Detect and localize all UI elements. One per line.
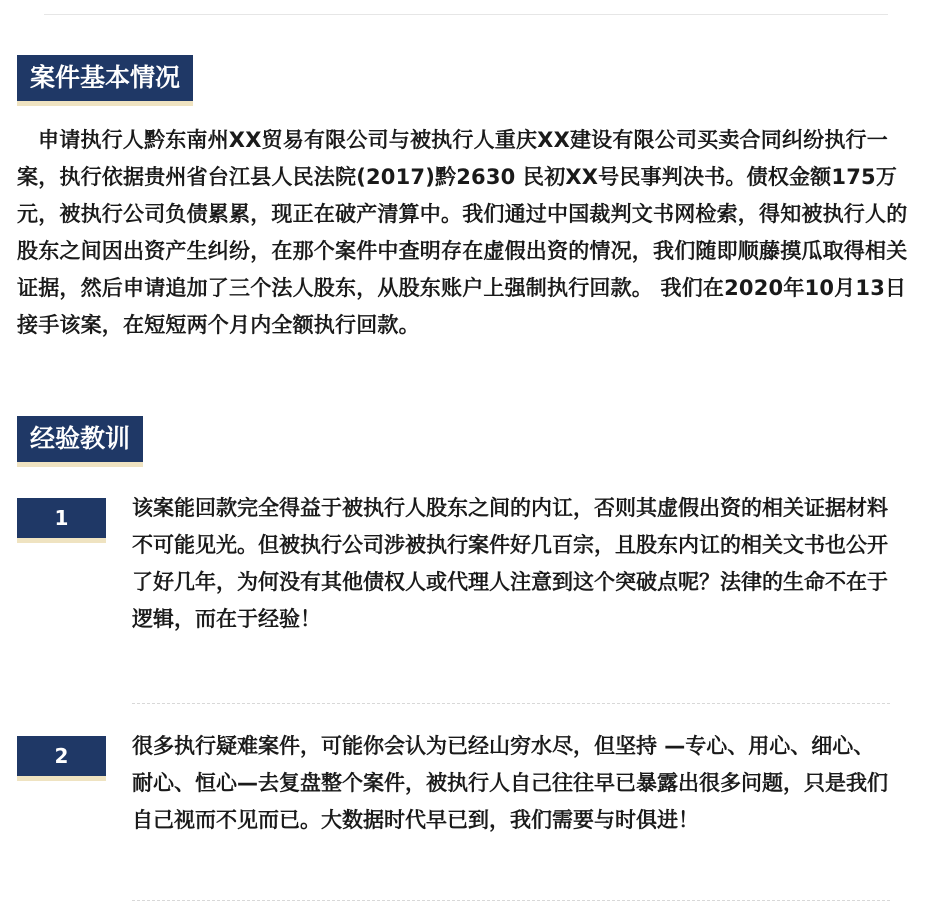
section-header-lessons: 经验教训 (17, 416, 143, 462)
lesson-divider (132, 703, 890, 704)
section-header-basic-info: 案件基本情况 (17, 55, 193, 101)
lesson-text: 很多执行疑难案件，可能你会认为已经山穷水尽，但坚持 —专心、用心、细心、耐心、恒心—去复盘整个案件，被执行人自己往往早已暴露出很多问题，只是我们自己视而不见而已。大数据时代早已到，我们需要与时俱进！ (132, 734, 888, 832)
lesson-text: 该案能回款完全得益于被执行人股东之间的内讧，否则其虚假出资的相关证据材料不可能见光。但被执行公司涉被执行案件好几百宗，且股东内讧的相关文书也公开了好几年，为何没有其他债权人或代理人注意到这个突破点呢？法律的生命不在于逻辑，而在于经验！ (132, 496, 888, 631)
lesson-number-badge: 1 (17, 498, 106, 538)
lesson-divider (132, 900, 890, 901)
top-divider (44, 14, 888, 15)
case-summary-paragraph: 申请执行人黔东南州XX贸易有限公司与被执行人重庆XX建设有限公司买卖合同纠纷执行一案，执行依据贵州省台江县人民法院(2017)黔2630 民初XX号民事判决书。债权金额175万元，被执行公司负债累累，现正在破产清算中。我们通过中国裁判文书网检索，得知被执行人的股东之间因出资产生纠纷，在那个案件中查明存在虚假出资的情况，我们随即顺藤摸瓜取得相关证据，然后申请追加了三个法人股东，从股东账户上强制执行回款。 我们在2020年10月13日接手该案，在短短两个月内全额执行回款。 (17, 128, 908, 337)
lesson-number-badge: 2 (17, 736, 106, 776)
